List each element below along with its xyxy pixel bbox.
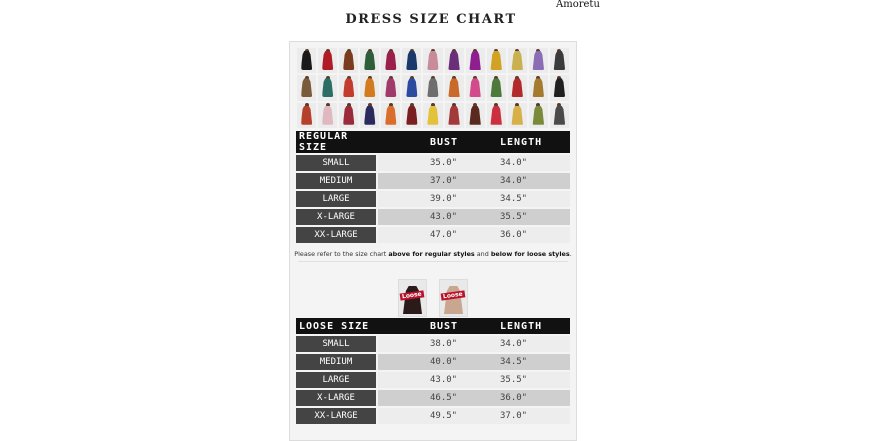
dress-image bbox=[322, 106, 333, 125]
dress-image bbox=[322, 78, 333, 97]
dress-thumbnail bbox=[423, 103, 442, 128]
dress-image bbox=[533, 78, 544, 97]
size-label: SMALL bbox=[296, 336, 378, 352]
table-row bbox=[296, 336, 570, 352]
dress-thumbnail bbox=[487, 103, 506, 128]
dress-thumbnail bbox=[381, 48, 400, 73]
dress-thumbnail bbox=[550, 75, 569, 100]
dress-image bbox=[301, 78, 312, 97]
loose-badge: Loose bbox=[442, 290, 464, 301]
dress-thumbnail bbox=[318, 75, 337, 100]
dress-thumbnail bbox=[297, 48, 316, 73]
size-label: SMALL bbox=[296, 155, 378, 171]
header-bust: BUST bbox=[378, 318, 500, 334]
note-text: and bbox=[474, 250, 491, 258]
regular-size-table bbox=[296, 129, 570, 245]
dress-image bbox=[554, 78, 565, 97]
dress-thumbnail bbox=[445, 48, 464, 73]
dress-image bbox=[406, 78, 417, 97]
dress-thumbnail bbox=[466, 48, 485, 73]
bust-value: 43.0" bbox=[378, 209, 500, 225]
dress-thumbnail bbox=[508, 103, 527, 128]
dress-thumbnail bbox=[550, 103, 569, 128]
dress-image bbox=[427, 106, 438, 125]
header-length: LENGTH bbox=[500, 131, 570, 153]
dress-thumbnail bbox=[529, 75, 548, 100]
table-row bbox=[296, 191, 570, 207]
size-label: MEDIUM bbox=[296, 173, 378, 189]
dress-image bbox=[385, 106, 396, 125]
bust-value: 35.0" bbox=[378, 155, 500, 171]
dress-image bbox=[322, 51, 333, 70]
bust-value: 37.0" bbox=[378, 173, 500, 189]
size-chart-panel bbox=[289, 41, 577, 441]
dress-thumbnail bbox=[423, 75, 442, 100]
size-label: MEDIUM bbox=[296, 354, 378, 370]
note-bold-loose: below for loose styles bbox=[490, 250, 570, 258]
dress-image bbox=[533, 106, 544, 125]
size-label: XX-LARGE bbox=[296, 227, 378, 243]
header-length: LENGTH bbox=[500, 318, 570, 334]
loose-size-header bbox=[296, 318, 570, 334]
dress-image bbox=[343, 51, 354, 70]
note-text: . bbox=[569, 250, 572, 258]
bust-value: 38.0" bbox=[378, 336, 500, 352]
length-value: 34.0" bbox=[500, 155, 570, 171]
length-value: 36.0" bbox=[500, 227, 570, 243]
dress-image bbox=[533, 51, 544, 70]
brand-name: Amoretu bbox=[556, 0, 600, 10]
dress-thumbnail bbox=[508, 75, 527, 100]
dress-thumbnail bbox=[360, 48, 379, 73]
table-row bbox=[296, 227, 570, 243]
dress-image bbox=[301, 106, 312, 125]
length-value: 34.5" bbox=[500, 354, 570, 370]
table-row bbox=[296, 173, 570, 189]
dress-thumbnail bbox=[297, 103, 316, 128]
dress-thumbnail bbox=[487, 48, 506, 73]
dress-thumbnail bbox=[445, 103, 464, 128]
dress-image bbox=[385, 51, 396, 70]
bust-value: 49.5" bbox=[378, 408, 500, 424]
length-value: 36.0" bbox=[500, 390, 570, 406]
dress-thumbnail bbox=[339, 75, 358, 100]
header-size: LOOSE SIZE bbox=[296, 318, 378, 334]
dress-image bbox=[427, 78, 438, 97]
dress-thumbnail bbox=[318, 103, 337, 128]
bust-value: 39.0" bbox=[378, 191, 500, 207]
table-row bbox=[296, 390, 570, 406]
dress-image bbox=[364, 78, 375, 97]
note-text: Please refer to the size chart bbox=[294, 250, 389, 258]
dress-thumbnail bbox=[381, 75, 400, 100]
size-chart-note bbox=[290, 250, 576, 258]
table-row bbox=[296, 372, 570, 388]
dress-image bbox=[469, 51, 480, 70]
dress-image bbox=[491, 78, 502, 97]
loose-style-image bbox=[439, 279, 468, 317]
dress-thumbnail bbox=[529, 48, 548, 73]
dress-image bbox=[512, 51, 523, 70]
dress-thumbnail bbox=[487, 75, 506, 100]
regular-size-header bbox=[296, 131, 570, 153]
length-value: 34.0" bbox=[500, 173, 570, 189]
dress-image bbox=[512, 106, 523, 125]
dress-image bbox=[448, 51, 459, 70]
length-value: 34.5" bbox=[500, 191, 570, 207]
dress-thumbnail bbox=[402, 75, 421, 100]
dress-thumbnail bbox=[466, 103, 485, 128]
dress-image bbox=[427, 51, 438, 70]
dress-thumbnail bbox=[381, 103, 400, 128]
divider bbox=[298, 261, 568, 262]
size-label: X-LARGE bbox=[296, 390, 378, 406]
length-value: 37.0" bbox=[500, 408, 570, 424]
dress-image bbox=[406, 51, 417, 70]
dress-thumbnail bbox=[360, 103, 379, 128]
dress-thumbnail bbox=[360, 75, 379, 100]
dress-thumbnail bbox=[402, 103, 421, 128]
dress-image bbox=[343, 78, 354, 97]
dress-image bbox=[364, 106, 375, 125]
table-row bbox=[296, 209, 570, 225]
dress-image bbox=[512, 78, 523, 97]
dress-image bbox=[448, 106, 459, 125]
table-row bbox=[296, 354, 570, 370]
length-value: 35.5" bbox=[500, 372, 570, 388]
loose-style-image bbox=[398, 279, 427, 317]
dress-thumbnail bbox=[423, 48, 442, 73]
dress-thumbnail bbox=[339, 48, 358, 73]
size-label: X-LARGE bbox=[296, 209, 378, 225]
dress-image bbox=[301, 51, 312, 70]
bust-value: 46.5" bbox=[378, 390, 500, 406]
dress-image bbox=[554, 51, 565, 70]
loose-size-table bbox=[296, 316, 570, 426]
dress-image bbox=[469, 78, 480, 97]
dress-thumbnail bbox=[297, 75, 316, 100]
dress-image bbox=[364, 51, 375, 70]
table-row bbox=[296, 408, 570, 424]
dress-image bbox=[448, 78, 459, 97]
length-value: 35.5" bbox=[500, 209, 570, 225]
dress-thumbnail bbox=[529, 103, 548, 128]
dress-image bbox=[469, 106, 480, 125]
dress-thumbnail bbox=[508, 48, 527, 73]
dress-thumbnail bbox=[445, 75, 464, 100]
dress-image bbox=[343, 106, 354, 125]
dress-image bbox=[554, 106, 565, 125]
header-size: REGULAR SIZE bbox=[296, 131, 378, 153]
product-thumbnail-grid bbox=[297, 48, 569, 128]
dress-thumbnail bbox=[318, 48, 337, 73]
size-label: LARGE bbox=[296, 372, 378, 388]
dress-image bbox=[491, 51, 502, 70]
loose-badge: Loose bbox=[401, 290, 423, 301]
dress-image bbox=[406, 106, 417, 125]
dress-image bbox=[385, 78, 396, 97]
size-label: XX-LARGE bbox=[296, 408, 378, 424]
bust-value: 47.0" bbox=[378, 227, 500, 243]
dress-thumbnail bbox=[402, 48, 421, 73]
header-bust: BUST bbox=[378, 131, 500, 153]
table-row bbox=[296, 155, 570, 171]
bust-value: 43.0" bbox=[378, 372, 500, 388]
dress-thumbnail bbox=[466, 75, 485, 100]
dress-thumbnail bbox=[339, 103, 358, 128]
dress-image bbox=[491, 106, 502, 125]
dress-thumbnail bbox=[550, 48, 569, 73]
note-bold-regular: above for regular styles bbox=[388, 250, 475, 258]
size-label: LARGE bbox=[296, 191, 378, 207]
length-value: 34.0" bbox=[500, 336, 570, 352]
bust-value: 40.0" bbox=[378, 354, 500, 370]
page-title: DRESS SIZE CHART bbox=[345, 12, 517, 27]
